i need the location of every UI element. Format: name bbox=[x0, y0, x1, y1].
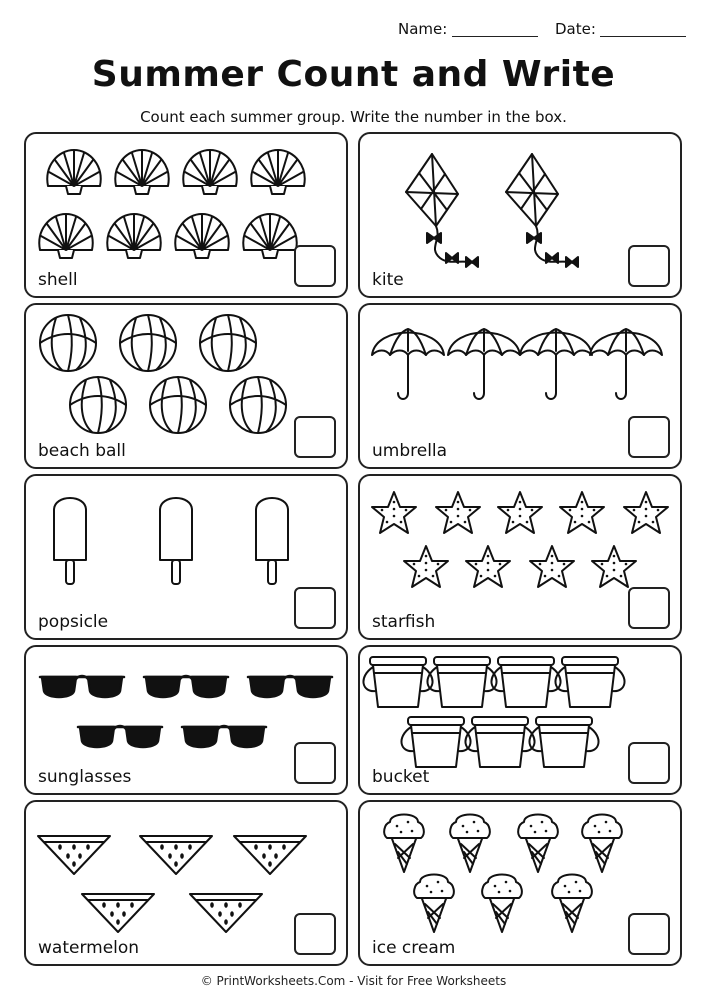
answer-box[interactable] bbox=[628, 913, 670, 955]
sunglasses-icon bbox=[248, 676, 332, 697]
card-bucket bbox=[358, 645, 682, 795]
answer-box[interactable] bbox=[628, 742, 670, 784]
sunglasses-icon bbox=[144, 676, 228, 697]
bucket-icon bbox=[465, 717, 534, 767]
card-label: bucket bbox=[372, 767, 430, 787]
beach-ball-icon bbox=[200, 315, 256, 371]
starfish-icon bbox=[498, 492, 542, 533]
answer-box[interactable] bbox=[628, 245, 670, 287]
starfish-icon bbox=[530, 546, 574, 587]
beach-ball-icon bbox=[230, 377, 286, 433]
starfish-icon bbox=[466, 546, 510, 587]
shell-icon bbox=[251, 150, 304, 194]
ice-cream-icon bbox=[450, 815, 490, 873]
card-label: shell bbox=[38, 270, 78, 290]
name-label: Name: bbox=[398, 20, 448, 38]
card-label: umbrella bbox=[372, 441, 448, 461]
umbrella-icon bbox=[520, 329, 592, 399]
starfish-icon bbox=[560, 492, 604, 533]
name-field[interactable] bbox=[452, 36, 538, 37]
answer-box[interactable] bbox=[294, 416, 336, 458]
card-sunglasses bbox=[24, 645, 348, 795]
ice-cream-icon bbox=[518, 815, 558, 873]
popsicle-icon bbox=[256, 498, 288, 584]
date-label: Date: bbox=[555, 20, 596, 38]
sunglasses-icon bbox=[182, 726, 266, 747]
bucket-icon bbox=[427, 657, 496, 707]
card-beach-ball bbox=[24, 303, 348, 469]
bucket-icon bbox=[529, 717, 598, 767]
bucket-icon bbox=[491, 657, 560, 707]
ice-cream-icon bbox=[582, 815, 622, 873]
starfish-icon bbox=[404, 546, 448, 587]
bucket-icon bbox=[401, 717, 470, 767]
answer-box[interactable] bbox=[294, 245, 336, 287]
card-shell bbox=[24, 132, 348, 298]
watermelon-icon bbox=[234, 836, 306, 874]
beach-ball-icon bbox=[120, 315, 176, 371]
ice-cream-icon bbox=[414, 875, 454, 933]
popsicle-icon bbox=[54, 498, 86, 584]
card-starfish bbox=[358, 474, 682, 640]
footer: © PrintWorksheets.Com - Visit for Free Worksheets bbox=[200, 974, 507, 988]
shell-icon bbox=[107, 214, 160, 258]
umbrella-icon bbox=[590, 329, 662, 399]
shell-icon bbox=[243, 214, 296, 258]
shell-icon bbox=[47, 150, 100, 194]
beach-ball-icon bbox=[40, 315, 96, 371]
starfish-icon bbox=[372, 492, 416, 533]
kite-icon bbox=[406, 154, 478, 267]
page-title: Summer Count and Write bbox=[91, 54, 616, 95]
card-popsicle bbox=[24, 474, 348, 640]
beach-ball-icon bbox=[150, 377, 206, 433]
sunglasses-icon bbox=[78, 726, 162, 747]
card-label: kite bbox=[372, 270, 404, 290]
bucket-icon bbox=[555, 657, 624, 707]
starfish-icon bbox=[624, 492, 668, 533]
card-kite bbox=[358, 132, 682, 298]
starfish-icon bbox=[592, 546, 636, 587]
shell-icon bbox=[175, 214, 228, 258]
instructions: Count each summer group. Write the number in the box. bbox=[140, 108, 567, 126]
watermelon-icon bbox=[140, 836, 212, 874]
shell-icon bbox=[115, 150, 168, 194]
popsicle-icon bbox=[160, 498, 192, 584]
bucket-icon bbox=[363, 657, 432, 707]
shell-icon bbox=[183, 150, 236, 194]
umbrella-icon bbox=[372, 329, 444, 399]
beach-ball-icon bbox=[70, 377, 126, 433]
answer-box[interactable] bbox=[628, 587, 670, 629]
card-label: sunglasses bbox=[38, 767, 132, 787]
card-watermelon bbox=[24, 800, 348, 966]
card-label: watermelon bbox=[38, 938, 140, 958]
watermelon-icon bbox=[82, 894, 154, 932]
kite-icon bbox=[506, 154, 578, 267]
umbrella-icon bbox=[448, 329, 520, 399]
card-label: starfish bbox=[372, 612, 436, 632]
watermelon-icon bbox=[190, 894, 262, 932]
answer-box[interactable] bbox=[294, 913, 336, 955]
card-label: beach ball bbox=[38, 441, 126, 461]
ice-cream-icon bbox=[552, 875, 592, 933]
card-ice-cream bbox=[358, 800, 682, 966]
card-umbrella bbox=[358, 303, 682, 469]
card-label: ice cream bbox=[372, 938, 456, 958]
answer-box[interactable] bbox=[628, 416, 670, 458]
date-field[interactable] bbox=[600, 36, 686, 37]
ice-cream-icon bbox=[384, 815, 424, 873]
ice-cream-icon bbox=[482, 875, 522, 933]
answer-box[interactable] bbox=[294, 587, 336, 629]
starfish-icon bbox=[436, 492, 480, 533]
card-label: popsicle bbox=[38, 612, 109, 632]
answer-box[interactable] bbox=[294, 742, 336, 784]
sunglasses-icon bbox=[40, 676, 124, 697]
shell-icon bbox=[39, 214, 92, 258]
watermelon-icon bbox=[38, 836, 110, 874]
